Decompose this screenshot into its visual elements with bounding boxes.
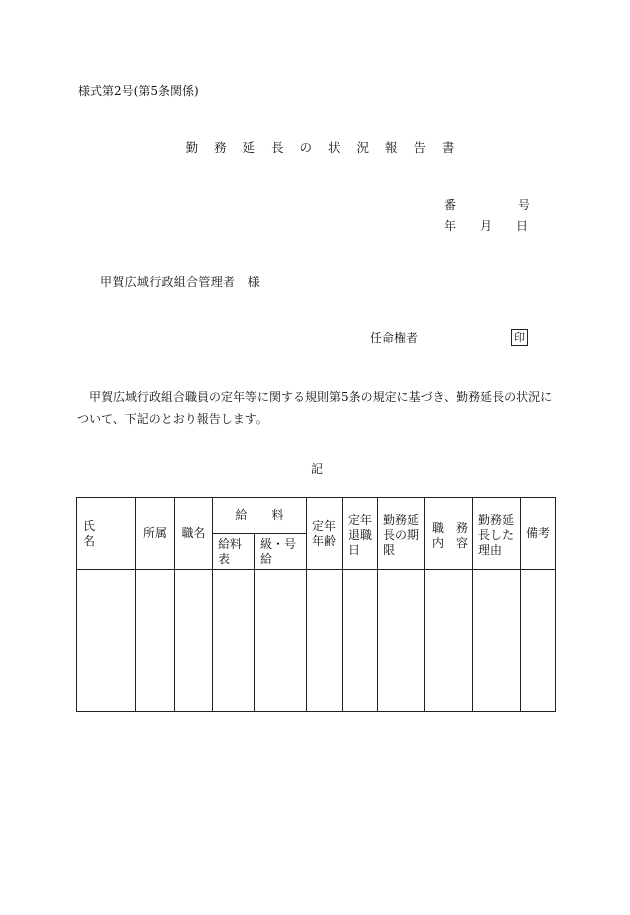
addressee: 甲賀広域行政組合管理者 様 bbox=[100, 275, 260, 289]
header-retirement-date: 定年退職日 bbox=[343, 498, 378, 570]
cell-salary-table[interactable] bbox=[213, 570, 255, 712]
cell-retirement-age[interactable] bbox=[307, 570, 343, 712]
cell-duties[interactable] bbox=[425, 570, 473, 712]
header-position: 職名 bbox=[175, 498, 213, 570]
ki-heading: 記 bbox=[310, 462, 323, 476]
body-text: 甲賀広域行政組合職員の定年等に関する規則第5条の規定に基づき、勤務延長の状況について、下記のとおり報告します。 bbox=[77, 390, 553, 426]
document-number-label: 番 号 bbox=[444, 198, 530, 212]
cell-grade[interactable] bbox=[255, 570, 307, 712]
seal-mark: 印 bbox=[511, 329, 528, 346]
cell-name[interactable] bbox=[77, 570, 136, 712]
appointer-label: 任命権者 bbox=[370, 331, 419, 345]
header-department: 所属 bbox=[136, 498, 175, 570]
header-reason: 勤務延長した理由 bbox=[473, 498, 521, 570]
header-salary-table: 給料表 bbox=[213, 534, 255, 570]
report-table bbox=[76, 497, 556, 712]
cell-position[interactable] bbox=[175, 570, 213, 712]
header-grade: 級・号給 bbox=[255, 534, 307, 570]
date-month-label: 月 bbox=[480, 219, 493, 233]
header-salary: 給 料 bbox=[213, 498, 307, 534]
cell-department[interactable] bbox=[136, 570, 175, 712]
cell-retirement-date[interactable] bbox=[343, 570, 378, 712]
header-name: 氏 名 bbox=[77, 498, 136, 570]
header-remarks: 備考 bbox=[521, 498, 556, 570]
cell-remarks[interactable] bbox=[521, 570, 556, 712]
form-number: 様式第2号(第5条関係) bbox=[78, 84, 199, 98]
cell-reason[interactable] bbox=[473, 570, 521, 712]
header-duties: 職 務 内 容 bbox=[425, 498, 473, 570]
date-day-label: 日 bbox=[516, 219, 529, 233]
header-extension-period: 勤務延長の期限 bbox=[378, 498, 425, 570]
document-title: 勤 務 延 長 の 状 況 報 告 書 bbox=[185, 140, 461, 155]
date-year-label: 年 bbox=[444, 219, 457, 233]
cell-extension-period[interactable] bbox=[378, 570, 425, 712]
table-row bbox=[77, 570, 556, 712]
header-retirement-age: 定年年齢 bbox=[307, 498, 343, 570]
